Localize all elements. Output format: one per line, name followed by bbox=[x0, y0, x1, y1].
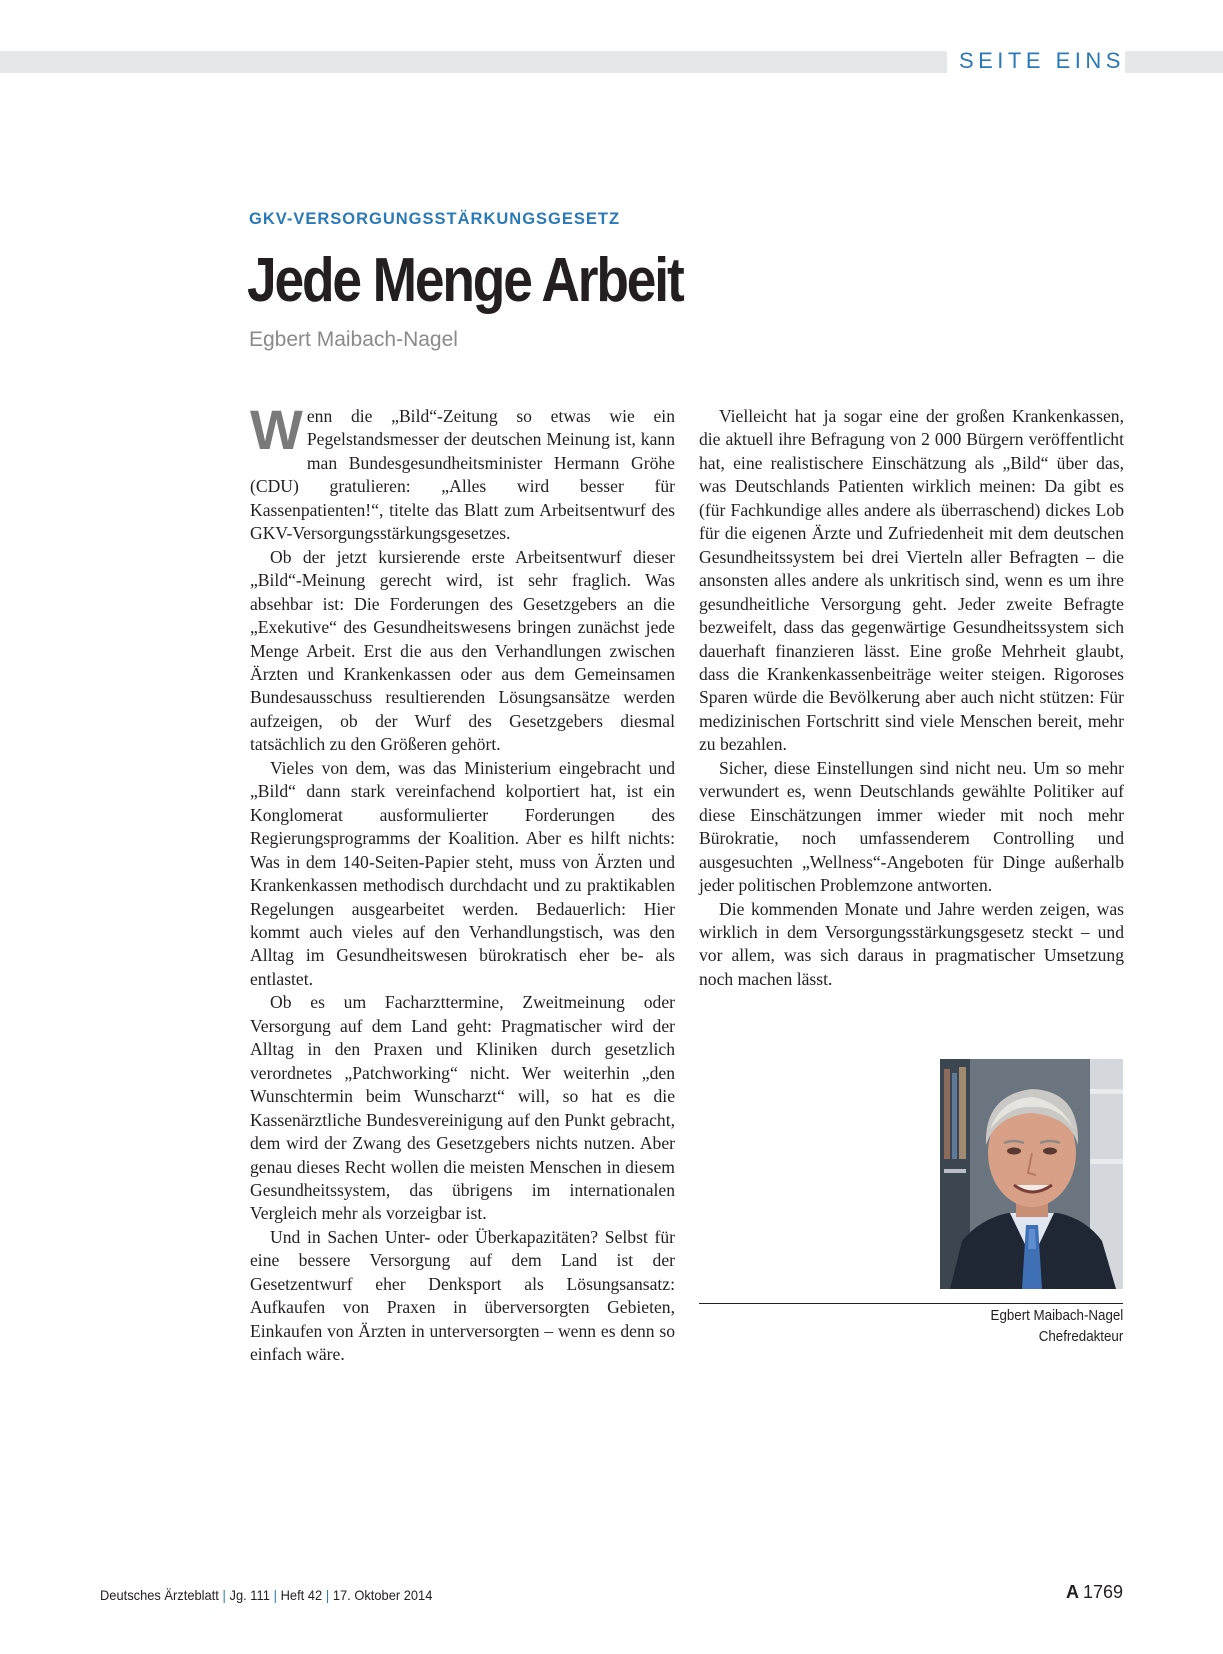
paragraph: Vielleicht hat ja sogar eine der großen Krankenkassen, die aktuell ihre Befragung von 2 000 Bürgern veröffentlicht hat, eine realistischere Einschätzung als „Bild“ über das, was Deutschlands Patienten wirklich meinen: Da gibt es (für Fachkundige alles andere als überraschend) dickes Lob für die eigenen Ärzte und Zufriedenheit mit dem deutschen Gesundheitssystem bei drei Vierteln aller Befragten – die ansonsten alles andere als unkritisch sind, wenn es um ihre gesundheitliche Versorgung geht. Jeder zweite Befragte bezweifelt, dass das gegenwärtige Gesundheitssystem sich dauerhaft finanzieren lässt. Eine große Mehrheit glaubt, dass die Krankenkassenbeiträge weiter steigen. Rigoroses Sparen würde die Bevölkerung aber auch nicht stützen: Für medizinischen Fortschritt sind viele Menschen bereit, mehr zu bezahlen. bbox=[699, 406, 1124, 755]
paragraph: Ob der jetzt kursierende erste Arbeitsentwurf dieser „Bild“-Meinung gerecht wird, ist sehr fraglich. Was absehbar ist: Die Forderungen des Gesetzgebers an die „Exekutive“ des Gesundheitswesens bringen zunächst jede Menge Arbeit. Erst die aus den Verhandlungen zwischen Ärzten und Krankenkassen oder aus dem Gemeinsamen Bundesausschuss resultierenden Lösungsansätze werden aufzeigen, ob der Wurf des Gesetzgebers diesmal tatsächlich zu den Größeren gehört. bbox=[250, 546, 675, 755]
paragraph: Die kommenden Monate und Jahre werden zeigen, was wirklich in dem Versorgungsstärkungsgesetz steckt – und vor allem, was sich daraus in pragmatischer Umsetzung noch machen lässt. bbox=[699, 898, 1124, 989]
author-portrait bbox=[940, 1059, 1123, 1289]
footer-separator: | bbox=[273, 1587, 277, 1603]
paragraph: Ob es um Facharzttermine, Zweitmeinung oder Versorgung auf dem Land geht: Pragmatischer wird der Alltag in den Praxen und Kliniken durch gesetzlich verordnetes „Patchworking“ nicht. Wer weiterhin „den Wunschtermin beim Wunscharzt“ will, so hat es die Kassenärztliche Bundesvereinigung auf den Punkt gebracht, dem wird der Zwang des Gesetzgebers nichts nutzen. Aber genau dieses Recht wollen die meisten Menschen in diesem Gesundheitssystem, das übrigens im internationalen Vergleich mehr als vorzeigbar ist. bbox=[250, 992, 675, 1224]
section-label: SEITE EINS bbox=[947, 46, 1125, 76]
article-title: Jede Menge Arbeit bbox=[247, 246, 683, 315]
article-kicker: GKV-VERSORGUNGSSTÄRKUNGSGESETZ bbox=[249, 210, 621, 228]
paragraph-text: enn die „Bild“-Zeitung so etwas wie ein Pegelstandsmesser der deutschen Meinung ist, kann man Bundesgesundheitsminister Hermann Gröhe (CDU) gratulieren: „Alles wird besser für Kassenpatienten!“, titelte das Blatt zum Arbeitsentwurf des GKV-Versorgungsstärkungsgesetzes. bbox=[250, 406, 675, 544]
paragraph bbox=[250, 398, 675, 546]
paragraph: Sicher, diese Einstellungen sind nicht neu. Um so mehr verwundert es, wenn Deutschlands gewählte Politiker auf diese Einschätzungen immer wieder mit noch mehr Bürokratie, noch umfassenderem Controlling und ausgesuchten „Wellness“-Angeboten für Dinge außerhalb jeder politischen Problemzone antworten. bbox=[699, 757, 1124, 896]
article-column-right bbox=[699, 405, 1124, 991]
paragraph: Und in Sachen Unter- oder Überkapazitäten? Selbst für eine bessere Versorgung auf dem Land ist der Gesetzentwurf eher Denksport als Lösungsansatz: Aufkaufen von Praxen in überversorgten Gebieten, Einkaufen von Ärzten in unterversorgten – wenn es denn so einfach wäre. bbox=[250, 1226, 675, 1365]
photo-caption bbox=[990, 1306, 1123, 1348]
caption-role: Chefredakteur bbox=[1038, 1329, 1123, 1345]
caption-name: Egbert Maibach-Nagel bbox=[990, 1308, 1123, 1324]
paragraph: Vieles von dem, was das Ministerium eingebracht und „Bild“ dann stark vereinfachend kolportiert hat, ist ein Konglomerat ausformulierter Forderungen des Regierungsprogramms der Koalition. Aber es hilft nichts: Was in dem 140-Seiten-Papier steht, muss von Ärzten und Krankenkassen methodisch durchdacht und zu praktikablen Regelungen ausgearbeitet werden. Bedauerlich: Hier kommt auch vieles auf den Verhandlungstisch, was den Alltag im Gesundheitswesen bürokratisch eher be- als entlastet. bbox=[250, 757, 675, 989]
article-author: Egbert Maibach-Nagel bbox=[249, 328, 458, 351]
footer-volume: Jg. 111 bbox=[229, 1587, 270, 1603]
page-number-value: 1769 bbox=[1082, 1582, 1123, 1602]
footer-issue: Heft 42 bbox=[280, 1587, 323, 1603]
portrait-illustration bbox=[940, 1059, 1123, 1289]
drop-cap: W bbox=[250, 398, 303, 461]
page-prefix: A bbox=[1065, 1582, 1079, 1602]
page-footer bbox=[100, 1584, 432, 1606]
page-number bbox=[1066, 1580, 1123, 1604]
footer-separator: | bbox=[325, 1587, 330, 1603]
footer-publication: Deutsches Ärzteblatt bbox=[100, 1587, 219, 1603]
article-column-left bbox=[250, 398, 675, 1367]
footer-date: 17. Oktober 2014 bbox=[332, 1587, 433, 1603]
caption-divider bbox=[699, 1303, 1123, 1304]
footer-separator: | bbox=[222, 1587, 226, 1603]
